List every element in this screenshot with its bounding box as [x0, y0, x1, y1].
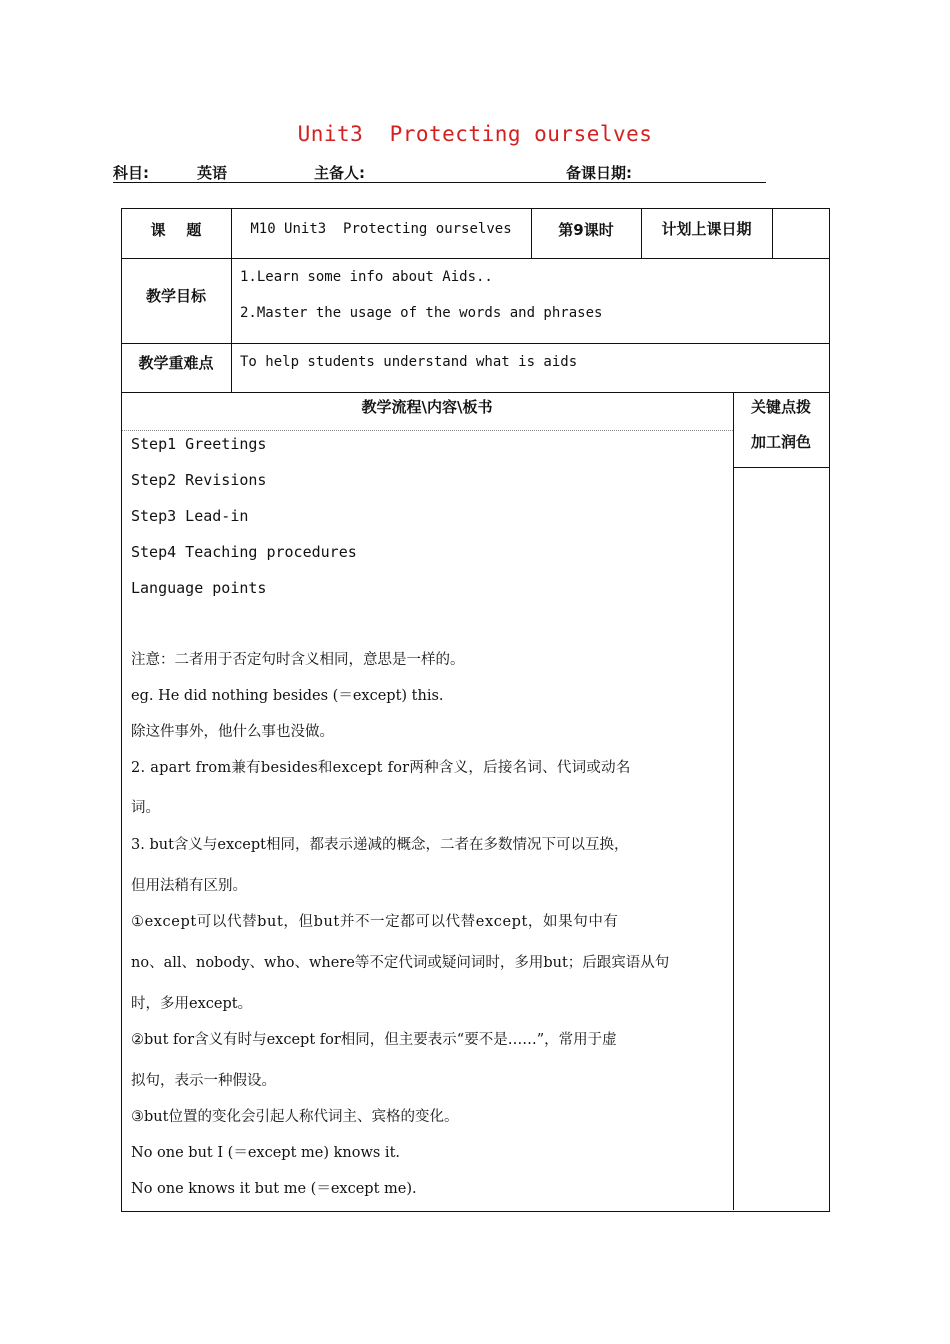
goals-label: 教学目标 — [145, 287, 206, 305]
content-line: ①except可以代替but，但but并不一定都可以代替except，如果句中有 — [131, 914, 619, 930]
step-item: Step1 Greetings — [131, 435, 267, 453]
topic-label: 课 题 — [150, 221, 202, 239]
row-divider — [121, 343, 829, 344]
goal-item: 1.Learn some info about Aids.. — [240, 269, 493, 285]
row-divider — [121, 258, 829, 259]
document-title: Unit3 Protecting ourselves — [297, 122, 653, 146]
step-item: Step3 Lead-in — [131, 507, 249, 525]
side-divider — [733, 467, 829, 468]
content-line: 除这件事外，他什么事也没做。 — [131, 724, 334, 740]
column-divider — [733, 392, 734, 1210]
side-header-polish: 加工润色 — [750, 433, 811, 451]
side-header-key-points: 关键点拨 — [750, 398, 811, 416]
step-item: Language points — [131, 579, 267, 597]
row-divider — [121, 392, 829, 393]
content-line: No one but I (＝except me) knows it. — [131, 1145, 401, 1161]
goal-item: 2.Master the usage of the words and phrases — [240, 305, 603, 321]
lesson-meta-row — [113, 162, 766, 183]
content-line: 注意：二者用于否定句时含义相同，意思是一样的。 — [131, 652, 465, 668]
topic-value: M10 Unit3 Protecting ourselves — [250, 221, 512, 237]
plan-date-label: 计划上课日期 — [661, 220, 752, 238]
content-line: 时，多用except。 — [131, 996, 253, 1012]
content-line: No one knows it but me (＝except me). — [131, 1181, 417, 1197]
content-line: 词。 — [131, 800, 160, 816]
content-line: 但用法稍有区别。 — [131, 878, 247, 894]
content-line: 3. but含义与except相同，都表示递减的概念，二者在多数情况下可以互换， — [131, 837, 629, 853]
content-line: eg. He did nothing besides (＝except) this. — [131, 688, 444, 704]
date-label: 备课日期: — [566, 164, 632, 182]
step-item: Step4 Teaching procedures — [131, 543, 357, 561]
step-item: Step2 Revisions — [131, 471, 267, 489]
content-line: ②but for含义有时与except for相同，但主要表示“要不是……”，常用于虚 — [131, 1032, 617, 1048]
header-dotted-divider — [122, 430, 733, 431]
process-header: 教学流程\内容\板书 — [361, 398, 493, 416]
content-line: ③but位置的变化会引起人称代词主、宾格的变化。 — [131, 1109, 459, 1125]
content-line: 拟句，表示一种假设。 — [131, 1073, 276, 1089]
content-line: no、all、nobody、who、where等不定代词或疑问词时，多用but；后跟宾语从句 — [131, 955, 670, 971]
preparer-label: 主备人: — [314, 164, 365, 182]
keypoints-value: To help students understand what is aids — [240, 354, 578, 370]
column-divider — [772, 208, 773, 258]
content-line: 2. apart from兼有besides和except for两种含义，后接名词、代词或动名 — [131, 760, 631, 776]
subject-value: 英语 — [197, 164, 228, 182]
subject-label: 科目: — [113, 164, 149, 182]
lesson-number: 第9课时 — [558, 221, 614, 239]
keypoints-label: 教学重难点 — [138, 354, 214, 372]
